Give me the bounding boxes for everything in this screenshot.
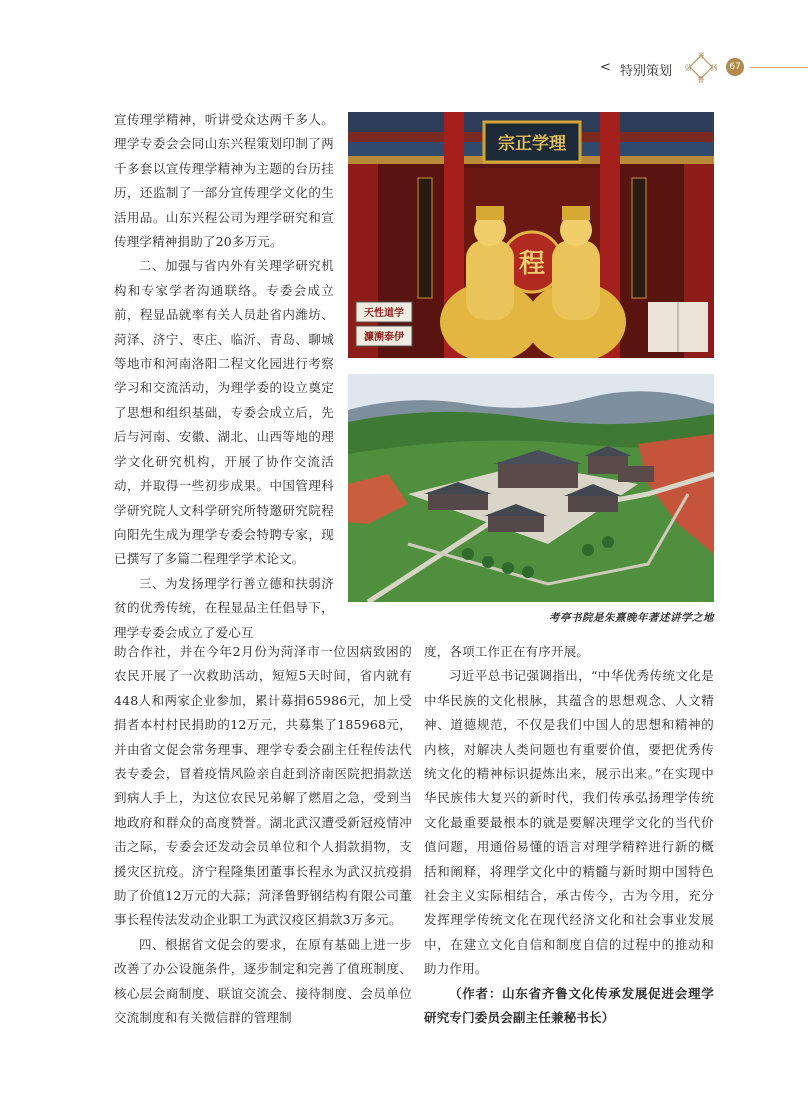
article-column-right: [424, 640, 714, 1031]
seal-icon: [684, 50, 718, 84]
emblem-text: 程: [518, 249, 546, 279]
seal-char-bottom: 鲁: [697, 76, 705, 84]
sign-top-text: 天性道学: [364, 308, 404, 319]
paragraph: 助合作社，并在今年2月份为菏泽市一位因病致困的农民开展了一次救助活动，短短5天时间，省内就有448人和两家企业参加，累计募捐65986元，加上受捐者本村村民捐助的12万元，共募集了185968元，并由省文促会常务理事、理学专委会副主任程传法代表专委会，冒着疫情风险亲自赶到济南医院把捐款送到病人手上，为这位农民兄弟解了燃眉之急，受到当地政府和群众的高度赞誉。湖北武汉遭受新冠疫情冲击之际，专委会还发动会员单位和个人捐款捐物，支援灾区抗疫。济宁程隆集团董事长程永为武汉抗疫捐助了价值12万元的大蒜；菏泽鲁野钢结构有限公司董事长程传法发动企业职工为武汉疫区捐款3万多元。: [114, 644, 412, 928]
paragraph: 度，各项工作正在有序开展。: [424, 644, 590, 659]
page-number: 67: [726, 58, 744, 76]
paragraph: 四、根据省文促会的要求，在原有基础上进一步改善了办公设施条件，逐步制定和完善了值班制度、核心层会商制度、联谊交流会、接待制度、会员单位交流制度和有关微信群的管理制: [114, 936, 412, 1026]
paragraph: 二、加强与省内外有关理学研究机构和专家学者沟通联络。专委会成立前，程显品就率有关人员赴省内潍坊、菏泽、济宁、枣庄、临沂、青岛、聊城等地市和河南洛阳二程文化园进行考察学习和交流活动，为理学委的设立奠定了思想和组织基础，专委会成立后，先后与河南、安徽、湖北、山西等地的理学文化研究机构，开展了协作交流活动，并取得一些初步成果。中国管理科学研究院人文科学研究所特邀研究院程向阳先生成为理学专委会特聘专家，现已撰写了多篇二程理学学术论文。: [114, 258, 334, 567]
seal-char-top: 齐: [697, 52, 705, 60]
academy-aerial-photo: [348, 374, 714, 602]
plaque-text: 宗正学理: [498, 134, 566, 154]
article-column-left-top: [114, 108, 334, 645]
page-header: [590, 48, 808, 88]
section-title: 特别策划: [620, 64, 673, 79]
chevron-left-icon[interactable]: <: [600, 60, 611, 75]
photo-caption: 考亭书院是朱熹晚年著述讲学之地: [549, 612, 714, 624]
author-note: （作者：山东省齐鲁文化传承发展促进会理学研究专门委员会副主任兼秘书长）: [424, 985, 714, 1026]
temple-statues-photo: [348, 112, 714, 358]
seal-char-left: 弘: [684, 64, 692, 72]
paragraph: 习近平总书记强调指出，“中华优秀传统文化是中华民族的文化根脉，其蕴含的思想观念、人文精神、道德规范，不仅是我们中国人的思想和精神的内核，对解决人类问题也有重要价值，要把优秀传统文化的精神标识提炼出来，展示出来。”在实现中华民族伟大复兴的新时代，我们传承弘扬理学传统文化最重要最根本的就是要解决理学文化的当代价值问题，用通俗易懂的语言对理学精粹进行新的概括和阐释，将理学文化中的精髓与新时期中国特色社会主义实际相结合，承古传今，古为今用，充分发挥理学传统文化在现代经济文化和社会事业发展中，在建立文化自信和制度自信的过程中的推动和助力作用。: [424, 668, 714, 977]
sign-bottom-text: 濂溯泰伊: [364, 332, 404, 343]
seal-char-right: 扬: [710, 64, 718, 72]
paragraph: 宣传理学精神，听讲受众达两千多人。理学专委会会同山东兴程策划印制了两千多套以宣传理学精神为主题的台历挂历，还监制了一部分宣传理学文化的生活用品。山东兴程公司为理学研究和宣传理学精神捐助了20多万元。: [114, 112, 334, 250]
paragraph: 三、为发扬理学行善立德和扶弱济贫的优秀传统，在程显品主任倡导下，理学专委会成立了爱心互: [114, 575, 334, 640]
article-column-left-bottom: [114, 640, 412, 1031]
header-rule: [750, 67, 808, 68]
